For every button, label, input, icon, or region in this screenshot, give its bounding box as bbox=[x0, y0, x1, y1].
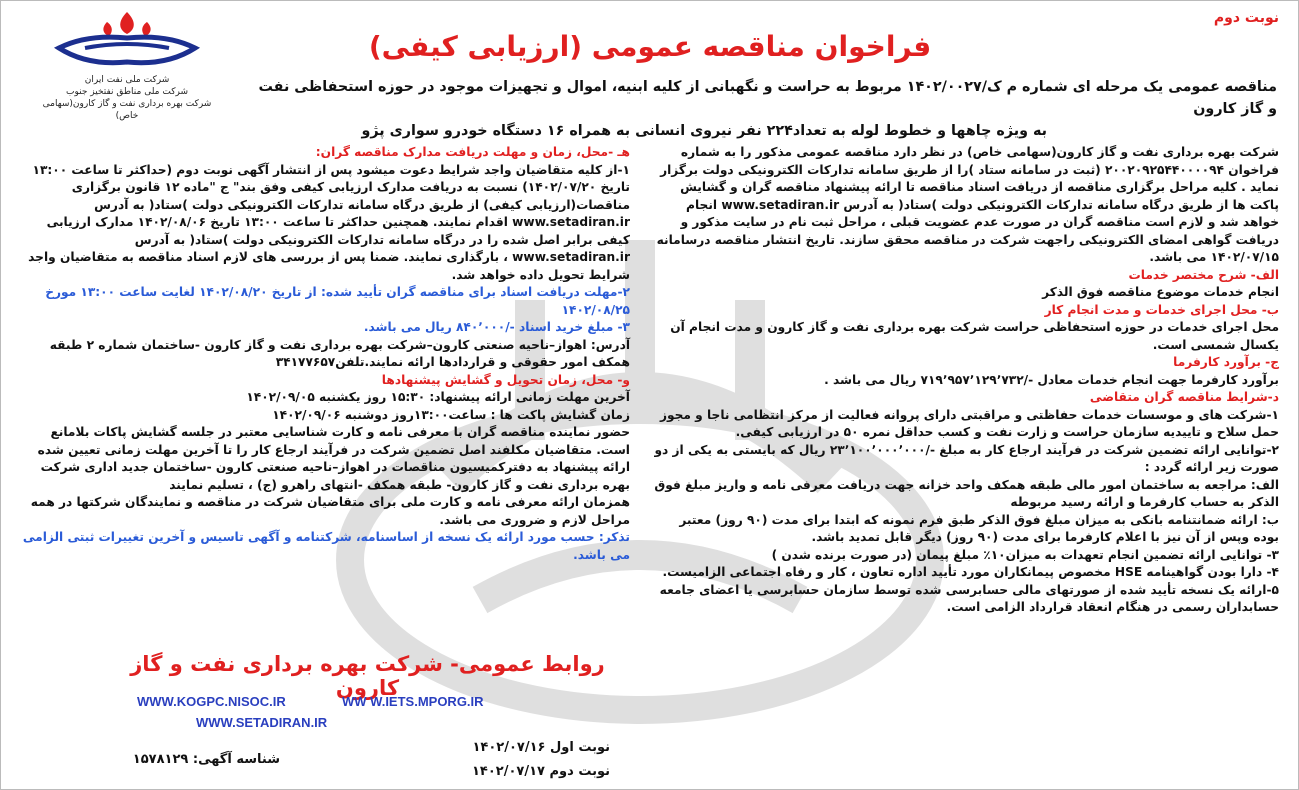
subtitle-line-2: به ویژه چاهها و خطوط لوله به تعداد۲۲۴ نفر نیروی انسانی به همراه ۱۶ دستگاه خودرو سواری پژو bbox=[361, 123, 1047, 139]
address-text: آدرس: اهواز–ناحیه صنعتی کارون–شرکت بهره برداری نفت و گاز کارون -ساختمان شماره ۲ طبقه همکف امور حقوقی و قراردادها ارائه نمایند.تلفن۳۴۱۷۷۶۵۷ bbox=[49, 337, 630, 369]
dal-item-2-be: ب: ارائه ضمانتنامه بانکی به میزان مبلغ فوق الذکر طبق فرم نمونه که ابتدا برای مدت (۹۰ روز) معتبر بوده وپس از آن نیز با اعلام کارفرما برای مدت (۹۰ روز) دیگر قابل تمدید باشد. bbox=[679, 512, 1279, 544]
logo-caption-3: شرکت بهره برداری نفت و گاز کارون(سهامی خاص) bbox=[42, 99, 212, 121]
dal-item-2-alef: الف: مراجعه به ساختمان امور مالی طبقه همکف واحد خزانه جهت دریافت معرفی نامه و واریز مبلغ فوق الذکر به حساب کارفرما و ارائه رسید مربوطه bbox=[654, 477, 1279, 509]
nioc-logo-icon bbox=[47, 8, 207, 70]
ad-id: شناسه آگهی: ۱۵۷۸۱۲۹ bbox=[132, 752, 280, 767]
reminder-note: تذکر: حسب مورد ارائه یک نسخه از اساسنامه، شرکتنامه و آگهی تاسیس و آخرین تغییرات ثبتی الزامی می باشد. bbox=[22, 530, 630, 562]
right-column bbox=[652, 144, 1279, 617]
subtitle-line-1: مناقصه عمومی یک مرحله ای شماره م ک/۱۴۰۲/۰۰۲۷ مربوط به حراست و نگهبانی از کلیه ابنیه، اموال و تجهیزات موجود در حوزه استحفاظی نفت و گاز کارون bbox=[258, 79, 1277, 117]
vav-body: حضور نماینده مناقصه گران با معرفی نامه و کارت شناسایی معتبر در جلسه گشایش پاکات بلامانع است. متقاضیان مکلفند اصل تضمین شرکت در فرآیند ارجاع کار را تا آخرین مهلت زمانی تعیین شده ارائه پیشنهاد به دفترکمیسیون مناقصات در اهواز–ناحیه صنعتی کارون -ساختمان جدید اداری شرکت بهره برداری نفت و گاز کارون- طبقه همکف -انتهای راهرو (ج) ، تسلیم نمایند bbox=[37, 425, 630, 492]
dal-item-3: ۳- توانایی ارائه تضمین انجام تعهدات به میزان۱۰٪ مبلغ پیمان (در صورت برنده شدن ) bbox=[771, 547, 1279, 562]
subtitle bbox=[250, 76, 1277, 142]
url-kogpc[interactable]: WWW.KOGPC.NISOC.IR bbox=[137, 694, 286, 709]
nobat-tag: نوبت دوم bbox=[1213, 10, 1279, 26]
nobat-second: نوبت دوم ۱۴۰۲/۰۷/۱۷ bbox=[472, 764, 610, 779]
company-logo bbox=[38, 8, 216, 121]
dal-item-5: ۵-ارائه یک نسخه تأیید شده از صورتهای مالی حسابرسی شده توسط سازمان حسابرسی یا اعضای جامعه حسابداران رسمی در هنگام انعقاد قرارداد الزامی است. bbox=[659, 582, 1279, 614]
dal-item-4: ۴- دارا بودن گواهینامه HSE مخصوص پیمانکاران مورد تأیید اداره تعاون ، کار و رفاه اجتماعی الزامیست. bbox=[662, 565, 1279, 579]
vav-opening: زمان گشایش پاکت ها : ساعت۱۳:۰۰روز دوشنبه ۱۴۰۲/۰۹/۰۶ bbox=[272, 407, 630, 422]
section-dal-heading: د-شرایط مناقصه گران متقاضی bbox=[1089, 390, 1279, 404]
nobat-first: نوبت اول ۱۴۰۲/۰۷/۱۶ bbox=[472, 740, 610, 755]
dal-item-1: ۱-شرکت های و موسسات خدمات حفاظتی و مراقبتی دارای پروانه فعالیت از مرکز انتظامی ناجا و مجوز حمل سلاح و تاییدیه سازمان حراست و زارت نفت و کسب حداقل نمره ۵۰ در ارزیابی کیفی. bbox=[659, 407, 1279, 439]
dal-item-2: ۲-توانایی ارائه تضمین شرکت در فرآیند ارجاع کار به مبلغ -/۲۳٬۱۰۰٬۰۰۰٬۰۰۰ ریال که بایستی به یکی از دو صورت زیر ارائه گردد : bbox=[654, 442, 1279, 474]
page-title: فراخوان مناقصه عمومی (ارزیابی کیفی) bbox=[368, 30, 932, 63]
vav-note: همزمان ارائه معرفی نامه و کارت ملی برای متقاضیان شرکت در مناقصه و نمایندگان شرکتها در همه مراحل لازم و ضروری می باشد. bbox=[30, 495, 630, 527]
section-jim-heading: ج- برآورد کارفرما bbox=[1173, 355, 1279, 369]
he-item-2: ۲-مهلت دریافت اسناد برای مناقصه گران تأیید شده: از تاریخ ۱۴۰۲/۰۸/۲۰ لغایت ساعت ۱۳:۰۰ مورخ ۱۴۰۲/۰۸/۲۵ bbox=[45, 285, 630, 317]
he-item-1: ۱-از کلیه متقاضیان واجد شرایط دعوت میشود پس از انتشار آگهی نوبت دوم (حداکثر تا ساعت ۱۳:۰۰ تاریخ ۱۴۰۲/۰۷/۲۰) نسبت به دریافت مدارک ارزیابی کیفی وفق بند" ج "ماده ۱۲ قانون برگزاری مناقصات(ارزیابی کیفی) از طریق درگاه سامانه تدارکات الکترونیکی دولت )ستاد( به آدرس www.setadiran.ir اقدام نمایند. همچنین حداکثر تا ساعت ۱۳:۰۰ تاریخ ۱۴۰۲/۰۸/۰۶ مدارک ارزیابی کیفی برابر اصل شده را در درگاه سامانه تدارکات الکترونیکی دولت )ستاد( به آدرس www.setadiran.ir ، بارگذاری نمایند. ضمنا پس از بررسی های لازم اسناد مناقصه به متقاضیان واجد شرایط تحویل داده خواهد شد. bbox=[28, 162, 630, 282]
logo-caption-1: شرکت ملی نفت ایران bbox=[84, 75, 170, 85]
footer-organization: روابط عمومی- شرکت بهره برداری نفت و گاز کارون bbox=[130, 652, 605, 700]
section-he-heading: هـ -محل، زمان و مهلت دریافت مدارک مناقصه گران: bbox=[315, 145, 630, 159]
section-vav-heading: و- محل، زمان تحویل و گشایش پیشنهادها bbox=[381, 372, 630, 387]
section-be-heading: ب- محل اجرای خدمات و مدت انجام کار bbox=[1044, 302, 1279, 317]
url-iets[interactable]: WW W.IETS.MPORG.IR bbox=[342, 694, 484, 709]
section-alef-body: انجام خدمات موضوع مناقصه فوق الذکر bbox=[1042, 285, 1279, 299]
section-alef-heading: الف- شرح مختصر خدمات bbox=[1128, 267, 1279, 282]
section-jim-body: برآورد کارفرما جهت انجام خدمات معادل -/۷۱۹٬۹۵۷٬۱۲۹٬۷۳۲ ریال می باشد . bbox=[824, 372, 1279, 387]
left-column bbox=[18, 144, 630, 564]
intro-paragraph: شرکت بهره برداری نفت و گاز کارون(سهامی خاص) در نظر دارد مناقصه عمومی مذکور را به شماره فراخوان ۲۰۰۲۰۹۲۵۴۴۰۰۰۰۹۴ (ثبت در سامانه ستاد )را از طریق سامانه تدارکات الکترونیکی دولت برگزار نماید . کلیه مراحل برگزاری مناقصه از دریافت اسناد مناقصه تا ارائه پیشنهاد مناقصه گران و گشایش پاکت ها از طریق درگاه سامانه تدارکات الکترونیکی دولت )ستاد( به آدرس www.setadiran.ir انجام خواهد شد و لازم است مناقصه گران در صورت عدم عضویت قبلی ، مراحل ثبت نام در سایت مذکور و دریافت گواهی امضای الکترونیکی راجهت شرکت در مناقصه محقق سازند. تاریخ انتشار مناقصه درسامانه ۱۴۰۲/۰۷/۱۵ می باشد. bbox=[656, 145, 1279, 264]
section-be-body: محل اجرای خدمات در حوزه استحفاظی حراست شرکت بهره برداری نفت و گاز کارون و مدت انجام آن یکسال شمسی است. bbox=[670, 320, 1279, 352]
logo-caption-2: شرکت ملی مناطق نفتخیز جنوب bbox=[66, 87, 188, 97]
vav-deadline: آخرین مهلت زمانی ارائه پیشنهاد: ۱۵:۳۰ روز یکشنبه ۱۴۰۲/۰۹/۰۵ bbox=[246, 390, 630, 404]
he-item-3: ۳- مبلغ خرید اسناد -/۸۴۰٬۰۰۰ ریال می باشد. bbox=[363, 320, 630, 334]
url-setadiran[interactable]: WWW.SETADIRAN.IR bbox=[196, 715, 328, 730]
